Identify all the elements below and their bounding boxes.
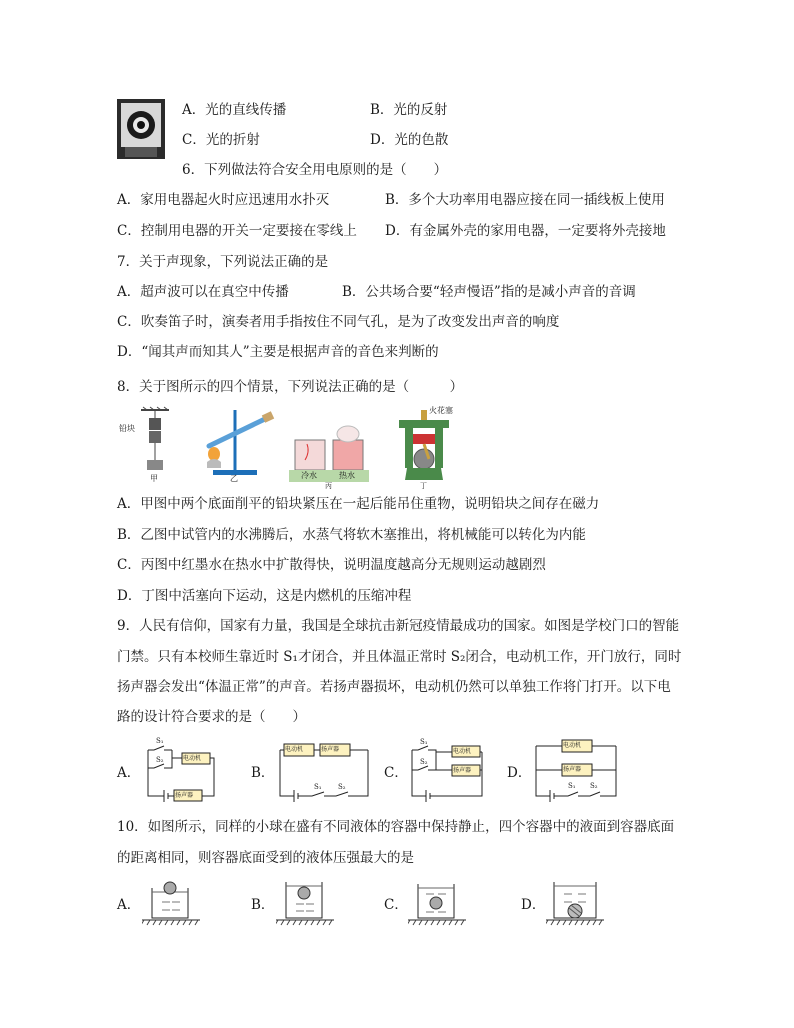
- q8-option-b: B．乙图中试管内的水沸腾后，水蒸气将软木塞推出，将机械能可以转化为内能: [117, 527, 586, 543]
- label-bing: 丙: [325, 482, 332, 490]
- container-b: [276, 880, 336, 928]
- label-jia: 甲: [150, 474, 158, 483]
- q7-option-a: A．超声波可以在真空中传播: [117, 284, 289, 300]
- q10-letter-c: C．: [384, 897, 408, 913]
- q8-option-a: A．甲图中两个底面削平的铅块紧压在一起后能吊住重物，说明铅块之间存在磁力: [117, 496, 600, 512]
- q10-letter-d: D．: [521, 897, 546, 913]
- circuit-a: [142, 737, 222, 802]
- label-yi: 乙: [230, 474, 238, 483]
- circuit-c-motor: 电动机: [453, 748, 472, 755]
- circuit-d-motor: 电动机: [563, 742, 582, 749]
- circuit-b-speaker: 扬声器: [321, 746, 340, 753]
- circuit-d: [532, 736, 622, 802]
- circuit-d-speaker: 扬声器: [563, 766, 582, 773]
- container-b-svg: [276, 880, 336, 928]
- label-ding: 丁: [420, 482, 427, 490]
- q6-option-b: B．多个大功率用电器应接在同一插线板上使用: [385, 192, 665, 208]
- weight: [147, 460, 163, 470]
- q10-stem-line-2: 的距离相同，则容器底面受到的液体压强最大的是: [117, 850, 414, 866]
- container-d-svg: [546, 880, 606, 928]
- q8-figure-svg: [117, 404, 477, 484]
- container-d: [546, 880, 606, 928]
- q8-option-c: C．丙图中红墨水在热水中扩散得快，说明温度越高分无规则运动越剧烈: [117, 557, 546, 573]
- figure-ding: [399, 410, 449, 480]
- q8-figure: [117, 404, 477, 490]
- q7-stem: 7．关于声现象，下列说法正确的是: [117, 254, 329, 270]
- circuit-a-motor: 电动机: [183, 755, 202, 762]
- circuit-b-motor: 电动机: [285, 746, 304, 753]
- q9-letter-c: C．: [384, 765, 408, 781]
- q5-option-b: B．光的反射: [370, 102, 448, 118]
- ball-a: [164, 882, 176, 894]
- lead-block-top: [149, 418, 161, 430]
- circuit-b-s2: S₂: [338, 783, 346, 791]
- circuit-a-s2: S₂: [156, 756, 164, 764]
- label-hot: 热水: [339, 471, 355, 480]
- container-c-svg: [408, 880, 468, 928]
- ball-c: [430, 897, 442, 909]
- label-spark: 火花塞: [429, 406, 453, 415]
- circuit-c-s1: S₁: [420, 738, 428, 746]
- q6-option-a: A．家用电器起火时应迅速用水扑灭: [117, 192, 330, 208]
- label-lead: 铅块: [119, 424, 135, 433]
- q8-option-d: D．丁图中活塞向下运动，这是内燃机的压缩冲程: [117, 588, 412, 604]
- q5-photo: [117, 99, 165, 159]
- circuit-c: [408, 740, 488, 802]
- q7-option-d: D．“闻其声而知其人”主要是根据声音的音色来判断的: [117, 344, 439, 360]
- q5-option-c: C．光的折射: [182, 132, 260, 148]
- circuit-c-svg: [408, 740, 488, 802]
- q10-letter-a: A．: [117, 897, 141, 913]
- ball-b: [298, 887, 310, 899]
- q9-stem-line-2: 门禁。只有本校师生靠近时 S₁才闭合，并且体温正常时 S₂闭合，电动机工作，开门放行，同时: [117, 649, 682, 665]
- q5-option-d: D．光的色散: [370, 132, 449, 148]
- q5-option-a: A．光的直线传播: [182, 102, 287, 118]
- q6-stem: 6．下列做法符合安全用电原则的是（ ）: [182, 162, 448, 178]
- label-cold: 冷水: [301, 471, 317, 480]
- ball-d: [568, 904, 582, 918]
- circuit-d-s1: S₁: [568, 782, 576, 790]
- q7-option-b: B．公共场合要“轻声慢语”指的是减小声音的音调: [342, 284, 636, 300]
- q8-stem: 8．关于图所示的四个情景，下列说法正确的是（ ）: [117, 379, 464, 395]
- circuit-b: [276, 740, 372, 802]
- q6-option-d: D．有金属外壳的家用电器，一定要将外壳接地: [385, 223, 666, 239]
- container-a: [142, 880, 202, 928]
- circuit-c-s2: S₂: [420, 758, 428, 766]
- circuit-b-s1: S₁: [314, 783, 322, 791]
- q9-letter-d: D．: [507, 765, 532, 781]
- q6-option-c: C．控制用电器的开关一定要接在零线上: [117, 223, 357, 239]
- q9-letter-a: A．: [117, 765, 141, 781]
- q10-letter-b: B．: [251, 897, 275, 913]
- container-a-svg: [142, 880, 202, 928]
- q10-stem-line-1: 10．如图所示，同样的小球在盛有不同液体的容器中保持静止，四个容器中的液面到容器底面: [117, 819, 675, 835]
- circuit-c-speaker: 扬声器: [453, 767, 472, 774]
- q9-stem-line-3: 扬声器会发出“体温正常”的声音。若扬声器损坏，电动机仍然可以单独工作将门打开。以下电: [117, 679, 671, 695]
- container-c: [408, 880, 468, 928]
- q9-letter-b: B．: [251, 765, 275, 781]
- q7-option-c: C．吹奏笛子时，演奏者用手指按住不同气孔，是为了改变发出声音的响度: [117, 314, 560, 330]
- speaker-photo-icon: [117, 99, 165, 159]
- figure-yi: [207, 410, 274, 475]
- figure-jia: [141, 407, 169, 470]
- circuit-a-speaker: 扬声器: [175, 792, 194, 799]
- circuit-a-s1: S₁: [156, 737, 164, 745]
- q9-stem-line-1: 9．人民有信仰，国家有力量，我国是全球抗击新冠疫情最成功的国家。如图是学校门口的智能: [117, 618, 680, 634]
- q9-stem-line-4: 路的设计符合要求的是（ ）: [117, 709, 306, 725]
- circuit-d-s2: S₂: [590, 782, 598, 790]
- lead-block-bottom: [149, 431, 161, 443]
